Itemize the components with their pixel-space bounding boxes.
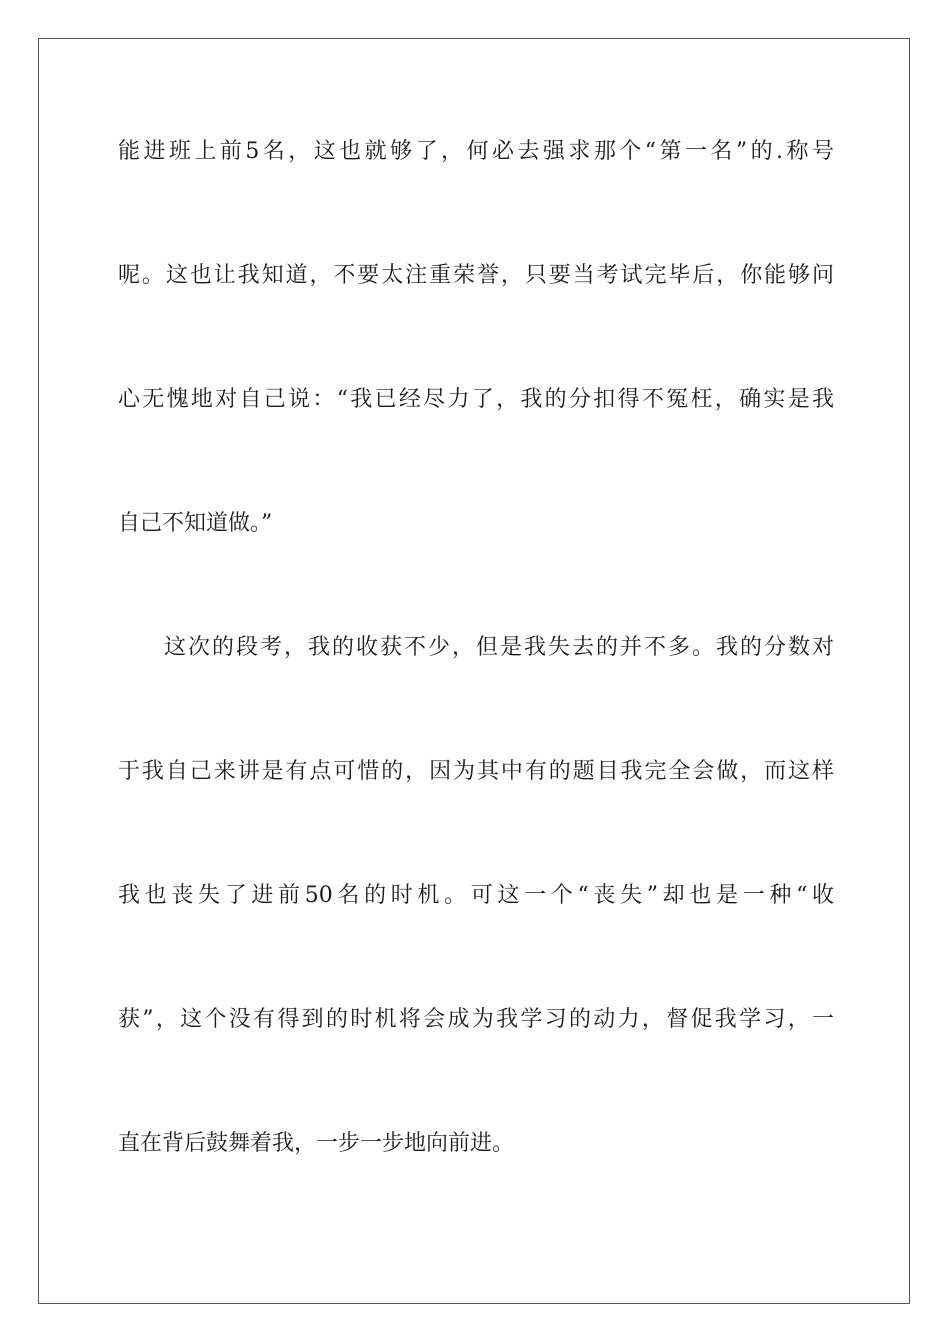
paragraph-line: 能进班上前5名，这也就够了，何必去强求那个“第一名”的.称号 (118, 139, 834, 164)
paragraph-line: 呢。这也让我知道，不要太注重荣誉，只要当考试完毕后，你能够问 (118, 263, 834, 288)
paragraph-line: 我也丧失了进前50名的时机。可这一个“丧失”却也是一种“收 (118, 883, 834, 908)
paragraph-line: 直在背后鼓舞着我，一步一步地向前进。 (118, 1131, 515, 1156)
paragraph-first-line: 这次的段考，我的收获不少，但是我失去的并不多。我的分数对 (164, 635, 834, 660)
paragraph-line: 获”，这个没有得到的时机将会成为我学习的动力，督促我学习，一 (118, 1007, 834, 1032)
page-border (38, 38, 910, 1304)
paragraph-line: 心无愧地对自己说：“我已经尽力了，我的分扣得不冤枉，确实是我 (118, 387, 834, 412)
paragraph-line: 于我自己来讲是有点可惜的，因为其中有的题目我完全会做，而这样 (118, 759, 834, 784)
paragraph-line: 自己不知道做。” (118, 511, 273, 536)
